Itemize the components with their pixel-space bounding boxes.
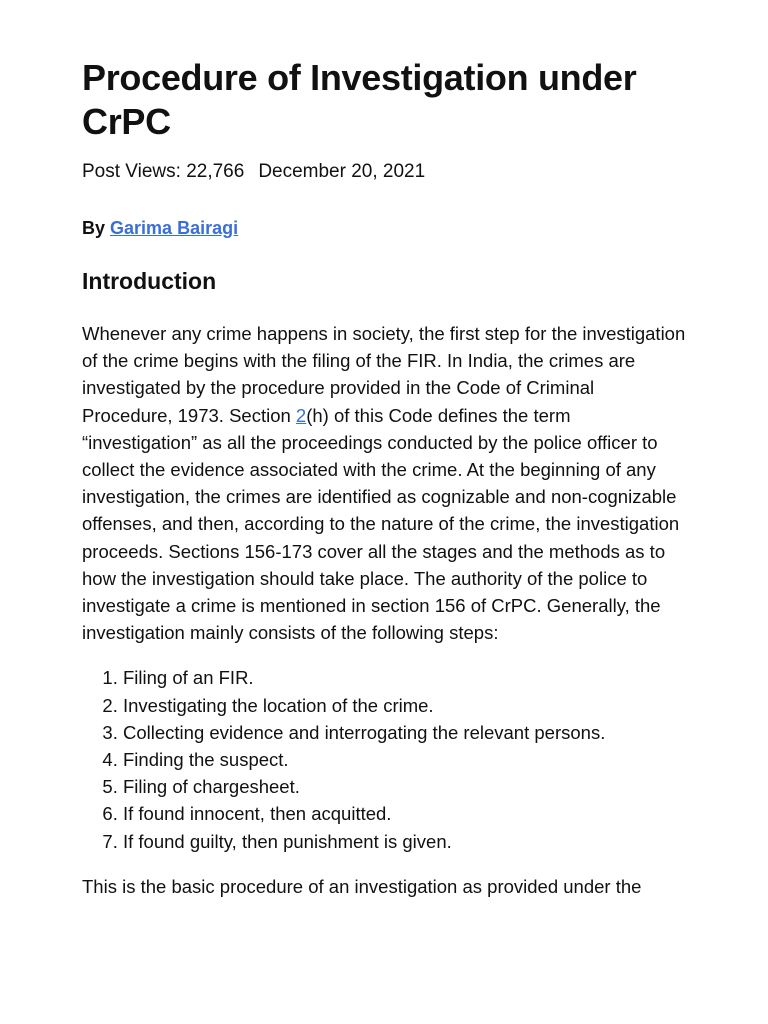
section-heading-introduction: Introduction xyxy=(82,268,217,294)
intro-paragraph xyxy=(82,320,686,646)
list-item: 6. If found innocent, then acquitted. xyxy=(123,800,686,827)
intro-text-part1: Whenever any crime happens in society, the first step for the investigation of the crime begins with the filing of the FIR. In India, the crimes are investigated by the procedure provided in the Code of Criminal Procedure, 1973. Section xyxy=(82,323,686,426)
article-meta xyxy=(82,160,686,184)
closing-paragraph: This is the basic procedure of an investigation as provided under the xyxy=(82,875,642,897)
list-item: 2. Investigating the location of the crime. xyxy=(123,692,686,719)
byline xyxy=(82,216,686,240)
post-date: December 20, 2021 xyxy=(258,161,426,182)
investigation-steps-list xyxy=(82,664,686,854)
intro-text-part2: (h) of this Code defines the term “investigation” as all the proceedings conducted by the police officer to collect the evidence associated with the crime. At the beginning of any investigation, the crimes are identified as cognizable and non-cognizable offenses, and then, according to the nature of the crime, the investigation proceeds. Sections 156-173 cover all the stages and the methods as to how the investigation should take place. The authority of the police to investigate a crime is mentioned in section 156 of CrPC. Generally, the investigation mainly consists of the following steps: xyxy=(82,404,680,644)
post-views: Post Views: 22,766 xyxy=(82,161,245,182)
list-item: 7. If found guilty, then punishment is given. xyxy=(123,828,686,855)
by-label: By xyxy=(82,218,106,238)
list-item: 3. Collecting evidence and interrogating the relevant persons. xyxy=(123,719,686,746)
list-item: 5. Filing of chargesheet. xyxy=(123,773,686,800)
article-title: Procedure of Investigation under CrPC xyxy=(82,57,637,142)
list-item: 4. Finding the suspect. xyxy=(123,746,686,773)
list-item: 1. Filing of an FIR. xyxy=(123,664,686,691)
section-2-link[interactable]: 2 xyxy=(295,404,307,426)
author-link[interactable]: Garima Bairagi xyxy=(110,218,239,238)
